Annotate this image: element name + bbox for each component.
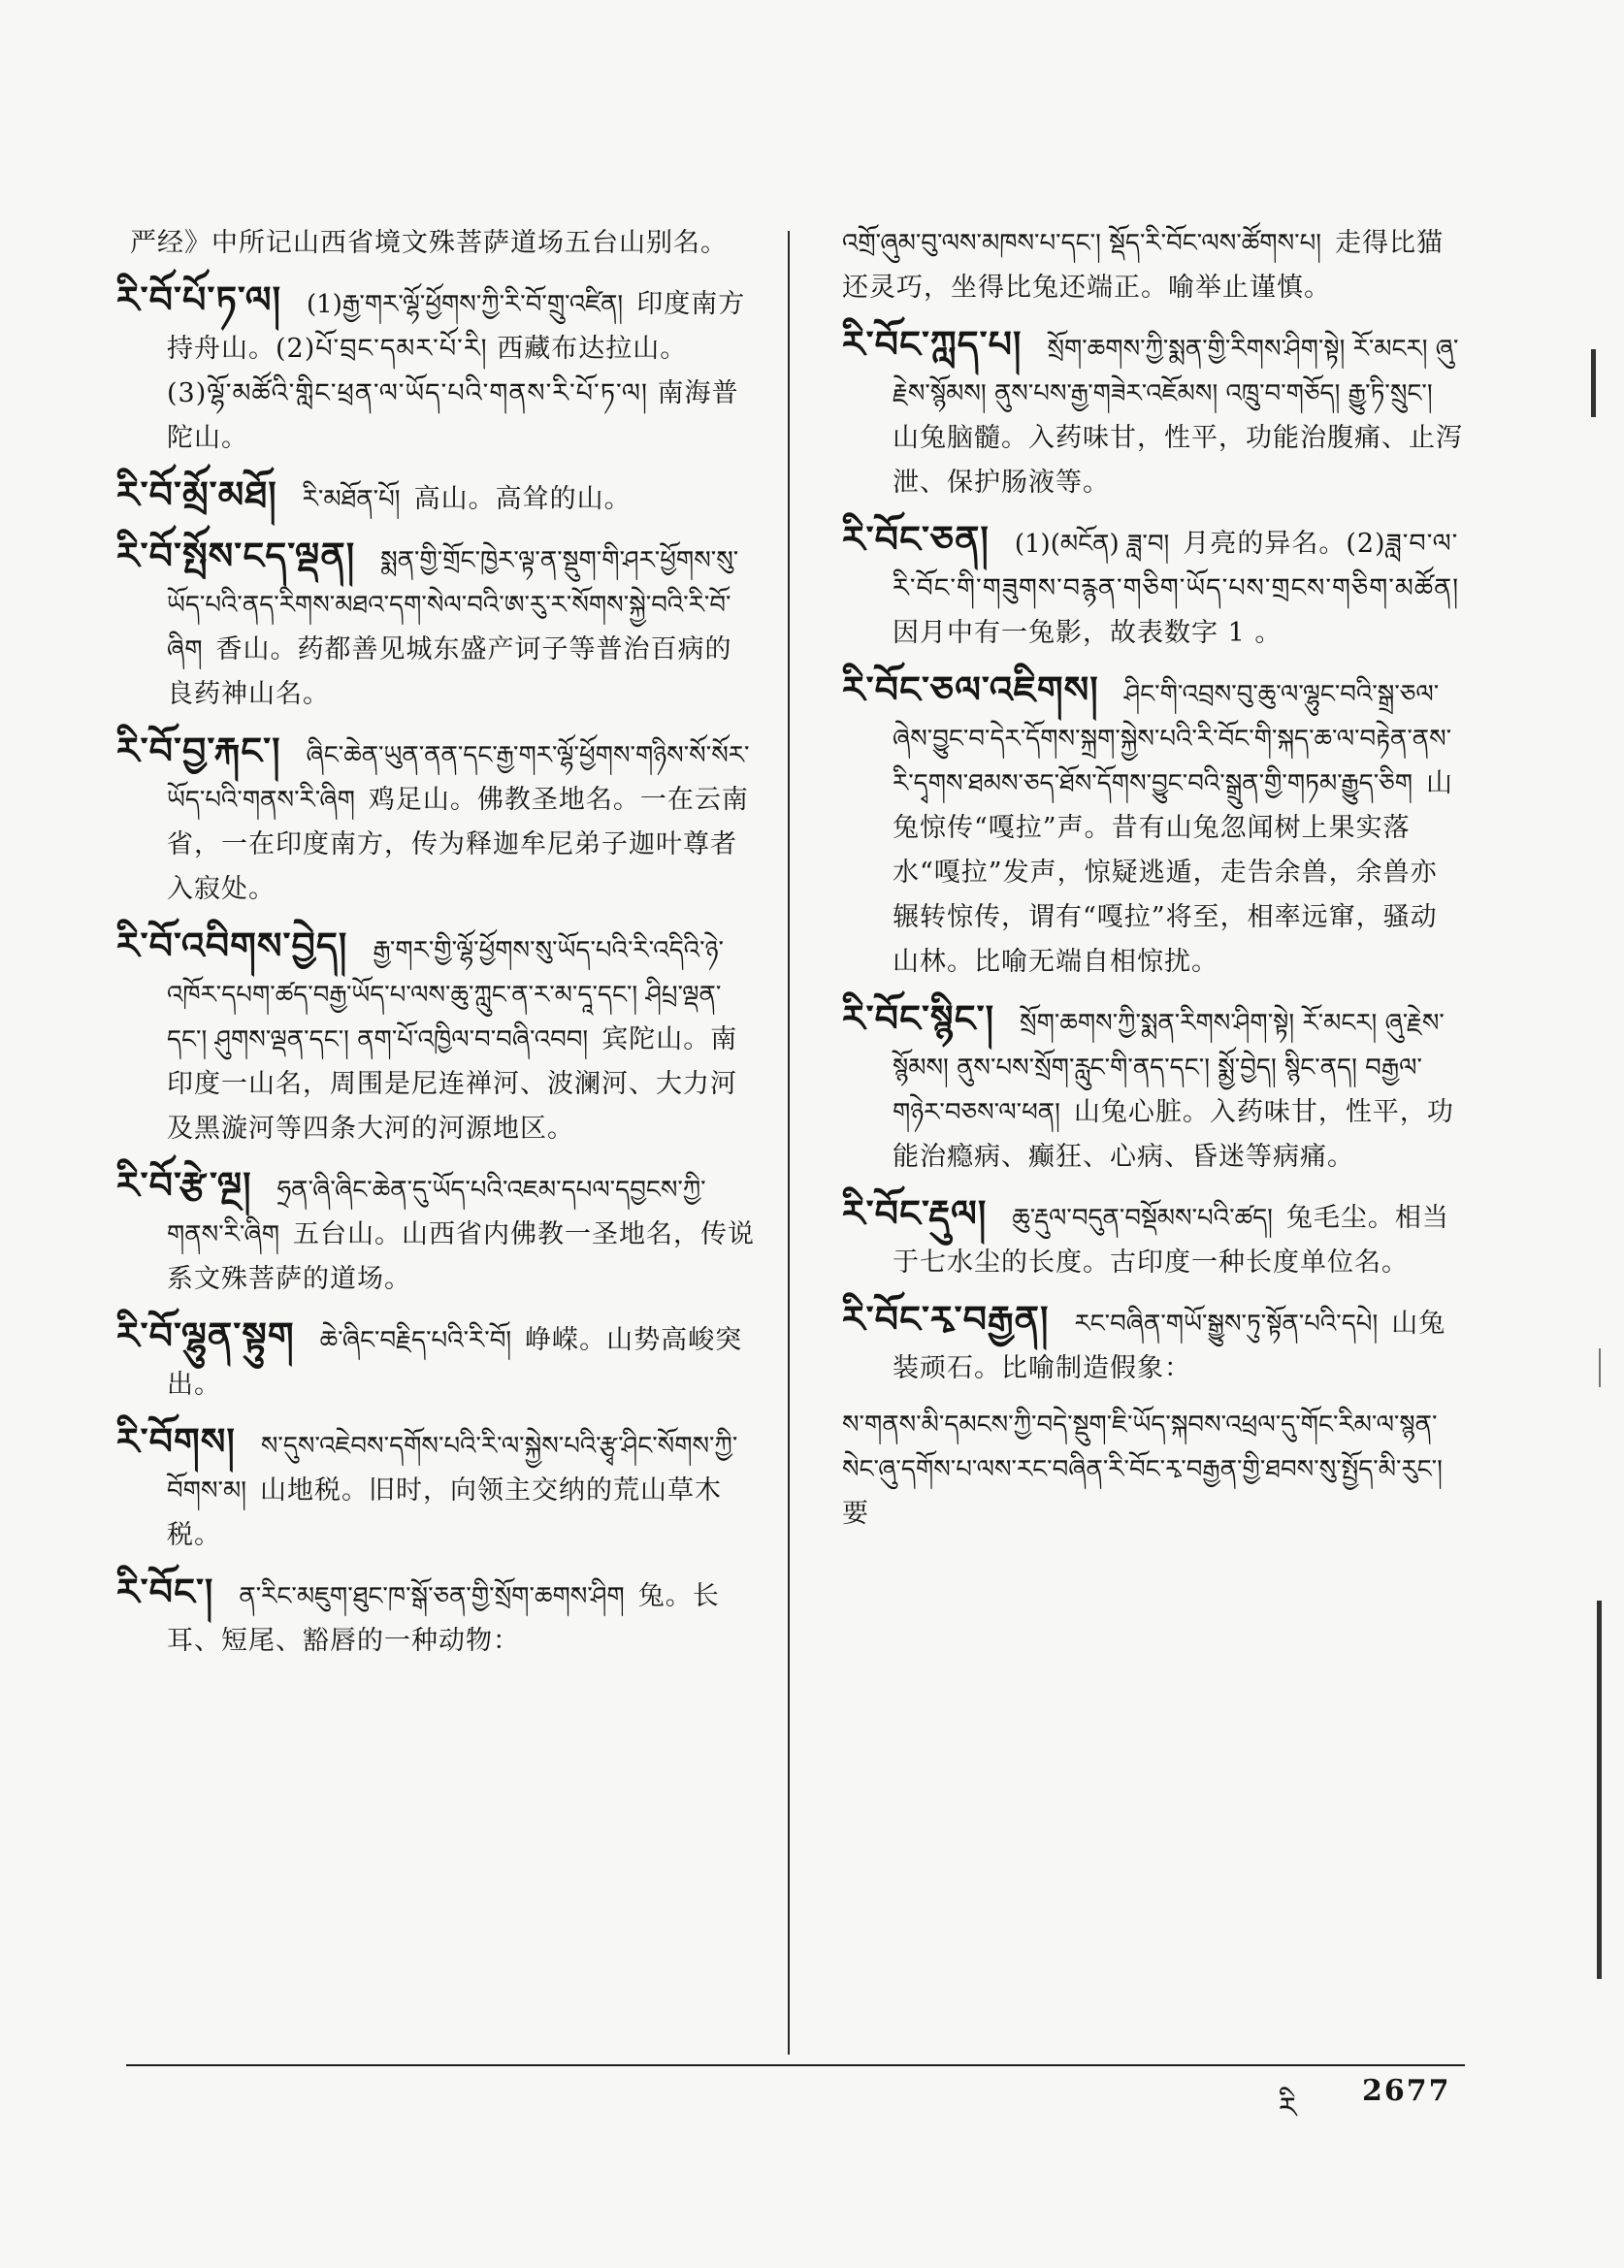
running-head-letter: རི (1279, 2091, 1297, 2125)
entry-chinese-definition: 香山。药都善见城东盛产诃子等普治百病的良药神山名。 (167, 634, 732, 709)
entry-tibetan-definition: ཆུ་རྡུལ་བདུན་བསྡོམས་པའི་ཚད། (1012, 1204, 1273, 1233)
entry-chinese-definition: 兔。长耳、短尾、豁唇的一种动物： (167, 1581, 720, 1656)
entry-headword: རི་བོང་ཅན། (842, 518, 990, 561)
scan-edge-mark (1597, 1601, 1602, 1979)
dictionary-entry (842, 996, 1463, 1180)
entry-tibetan-definition: (1)རྒྱ་གར་ལྷོ་ཕྱོགས་ཀྱི་རི་བོ་གྲུ་འཛིན། (307, 290, 624, 319)
entry-chinese-definition: 山兔惊传“嘎拉”声。昔有山兔忽闻树上果实落水“嘎拉”发声，惊疑逃遁，走告余兽，余兽亦辗转惊传，谓有“嘎拉”将至，相率远窜，骚动山林。比喻无端自相惊扰。 (893, 768, 1454, 977)
dictionary-entry (116, 729, 757, 912)
entry-headword: རི་བོང་ཅལ་འཇིགས། (842, 668, 1099, 711)
entry-chinese-definition: 月亮的异名。(2)ཟླ་བ་ལ་རི་བོང་གི་གཟུགས་བརྙན་གཅིག་ཡོད་པས་གྲངས་གཅིག་མཚོན། 因月中有一兔影，故表数字 1 。 (893, 529, 1460, 648)
entry-tibetan-definition: རི་མཐོན་པོ། (302, 485, 401, 514)
entry-tibetan-definition: ན་རིང་མཇུག་ཐུང་ཁ་སྒོ་ཅན་གྱི་སྲོག་ཆགས་ཤིག (239, 1582, 625, 1611)
entry-tibetan-definition: སྲོག་ཆགས་ཀྱི་སྨན་གྱི་རིགས་ཤིག་སྟེ། རོ་མངར། ཞུ་རྗེས་སྙོམས། ནུས་པས་རྒྱ་གཟེར་འཇོམས། འཁྲུ་བ་གཅོད། རྒྱུ་ཏི་སྲུང་། (893, 335, 1459, 408)
dictionary-entry (842, 322, 1463, 505)
left-column (116, 221, 757, 1987)
dictionary-entry (842, 517, 1463, 656)
entry-chinese-definition: 印度南方持舟山。(2)པོ་བྲང་དམར་པོ་རི། 西藏布达拉山。 (3)ལྷོ་མཚོའི་གླིང་ཕྲན་ལ་ཡོད་པའི་གནས་རི་པོ་ཏ་ལ། 南海普陀山。 (167, 289, 746, 453)
entry-chinese-definition: 山兔脑髓。入药味甘，性平，功能治腹痛、止泻泄、保护肠液等。 (893, 423, 1463, 498)
entry-chinese-definition: 五台山。山西省内佛教一圣地名，传说系文殊菩萨的道场。 (167, 1219, 756, 1294)
bottom-rule (126, 2064, 1465, 2066)
dictionary-entry (842, 1191, 1463, 1285)
entry-tibetan-definition: ས་དུས་འཇེབས་དགོས་པའི་རི་ལ་སྐྱེས་པའི་རྩྭ་ཤིང་སོགས་ཀྱི་བོགས་མ། (167, 1432, 738, 1506)
page-number: 2677 (1362, 2074, 1451, 2108)
entry-tibetan-definition: འགྲོ་ཞུམ་བུ་ལས་མཁས་པ་དང་། སྡོད་རི་བོང་ལས་ཚོགས་པ། (842, 229, 1322, 258)
entry-chinese-definition: 峥嵘。山势高峻突出。 (167, 1325, 743, 1400)
entry-headword: རི་བོ་འབིགས་བྱེད། (116, 924, 348, 967)
entry-chinese-definition: 山地税。旧时，向领主交纳的荒山草木税。 (167, 1475, 723, 1550)
entry-tibetan-definition: ཧྲན་ཞི་ཞིང་ཆེན་དུ་ཡོད་པའི་འཇམ་དཔལ་དབྱངས་ཀྱི་གནས་རི་ཞིག (167, 1176, 706, 1249)
entry-tibetan-definition: ཤིང་གི་འབྲས་བུ་ཆུ་ལ་ལྷུང་བའི་སྒྲ་ཅལ་ཞེས་བྱུང་བ་དེར་དོགས་སྐྲག་སྐྱེས་པའི་རི་བོང་གི་སྐད་ཆ་ལ་བརྟེན་ནས་རི་དྭགས་ཐམས་ཅད་ཐོས་དོགས་བྱུང་བའི་སྒྲུན་གྱི་གཏམ་རྒྱུད་ཅིག (893, 680, 1452, 798)
entry-tibetan-definition: སྲོག་ཆགས་ཀྱི་སྨན་རིགས་ཤིག་སྟེ། རོ་མངར། ཞུ་རྗེས་སྙོམས། ནུས་པས་སྲོག་རླུང་གི་ནད་དང་། སྨྱོ་བྱེད། སྙིང་ནད། བརྒྱལ་གཉེར་བཅས་ལ་ཕན། (893, 1009, 1445, 1127)
scan-edge-mark (1591, 349, 1596, 417)
entry-headword: རི་བོ་པོ་ཏ་ལ། (116, 278, 282, 321)
entry-chinese-definition: 山兔装顽石。比喻制造假象： (893, 1309, 1446, 1383)
dictionary-entry (842, 667, 1463, 985)
entry-tibetan-definition: (1)(མངོན) ཟླ་བ། (1014, 530, 1170, 559)
entry-headword: རི་བོང་རྭ་བརྒྱན། (842, 1298, 1050, 1341)
entry-chinese-definition: 走得比猫还灵巧，坐得比兔还端正。喻举止谨慎。 (842, 228, 1445, 303)
entry-headword: རི་བོ་བྱ་རྐང་། (116, 729, 281, 772)
entry-tibetan-definition: ཆེ་ཞིང་བརྗིད་པའི་རི་བོ། (319, 1326, 512, 1355)
dictionary-entry (842, 1403, 1463, 1537)
entry-headword: རི་བོ་མྲོ་མཐོ། (116, 473, 277, 516)
entry-tibetan-definition: ཞིང་ཆེན་ཡུན་ནན་དང་རྒྱ་གར་ལྷོ་ཕྱོགས་གཉིས་སོ་སོར་ཡོད་པའི་གནས་རི་ཞིག (167, 741, 750, 815)
dictionary-entry (116, 923, 757, 1151)
column-divider (788, 231, 790, 2055)
entry-tibetan-definition: རང་བཞིན་གཡོ་སྒྱུས་ཏུ་སྟོན་པའི་དཔེ། (1074, 1310, 1379, 1339)
dictionary-entry (116, 1570, 757, 1664)
entry-tibetan-definition: སྨན་གྱི་གྲོང་ཁྱེར་ལྟ་ན་སྡུག་གི་ཤར་ཕྱོགས་སུ་ཡོད་པའི་ནད་རིགས་མཐའ་དག་སེལ་བའི་ཨ་རུ་ར་སོགས་སྐྱེ་བའི་རི་བོ་ཞིག (167, 546, 739, 664)
dictionary-entry (116, 1313, 757, 1408)
entry-headword: རི་བོང་རྡུལ། (842, 1192, 988, 1235)
dictionary-entry (116, 221, 757, 266)
entry-chinese-definition: 山兔心脏。入药味甘，性平，功能治瘾病、癫狂、心病、昏迷等病痛。 (893, 1097, 1454, 1172)
dictionary-entry (116, 1419, 757, 1558)
entry-chinese-definition: 兔毛尘。相当于七水尘的长度。古印度一种长度单位名。 (893, 1203, 1449, 1278)
entry-headword: རི་བོ་ལྷུན་སྟུག (116, 1314, 295, 1357)
entry-headword: རི་བོ་སྤོས་ངད་ལྡན། (116, 535, 356, 577)
scan-edge-mark (1599, 1348, 1601, 1387)
dictionary-entry (842, 1297, 1463, 1391)
entry-headword: རི་བོགས། (116, 1420, 236, 1463)
entry-headword: རི་བོང་ཀླད་པ། (842, 323, 1023, 366)
entry-chinese-definition: 严经》中所记山西省境文殊菩萨道场五台山别名。 (130, 228, 728, 258)
dictionary-entry (116, 277, 757, 461)
dictionary-entry (116, 534, 757, 717)
entry-tibetan-definition: ས་གནས་མི་དམངས་ཀྱི་བདེ་སྡུག་ཇི་ཡོད་སྐབས་འཕྲལ་དུ་གོང་རིམ་ལ་སྙན་སེང་ཞུ་དགོས་པ་ལས་རང་བཞིན་རི་བོང་རྭ་བརྒྱན་གྱི་ཐབས་སུ་སྤྱོད་མི་རུང་། (842, 1410, 1443, 1484)
entry-tibetan-definition: རྒྱ་གར་གྱི་ལྷོ་ཕྱོགས་སུ་ཡོད་པའི་རི་འདིའི་ཉེ་འཁོར་དཔག་ཚད་བརྒྱ་ཡོད་པ་ལས་ཆུ་ཀླུང་ན་ར་མ་དཱ་དང་། ཤིཔྲ་ལྡན་དང་། ཤུགས་ལྡན་དང་། ནག་པོ་འཁྱིལ་བ་བཞི་འབབ། (167, 936, 724, 1054)
entry-chinese-definition: 宾陀山。南印度一山名，周围是尼连禅河、波澜河、大力河及黑漩河等四条大河的河源地区。 (167, 1024, 738, 1144)
dictionary-entry (116, 472, 757, 522)
right-column (842, 221, 1463, 1987)
entry-chinese-definition: 要 (842, 1499, 869, 1529)
dictionary-entry (116, 1163, 757, 1302)
entry-headword: རི་བོ་རྩེ་ལྔ། (116, 1164, 252, 1207)
entry-headword: རི་བོང་། (116, 1571, 214, 1613)
entry-chinese-definition: 鸡足山。佛教圣地名。一在云南省，一在印度南方，传为释迦牟尼弟子迦叶尊者入寂处。 (167, 785, 749, 904)
dictionary-entry (842, 221, 1463, 310)
entry-chinese-definition: 高山。高耸的山。 (413, 484, 632, 514)
entry-headword: རི་བོང་སྙིང་། (842, 997, 995, 1040)
